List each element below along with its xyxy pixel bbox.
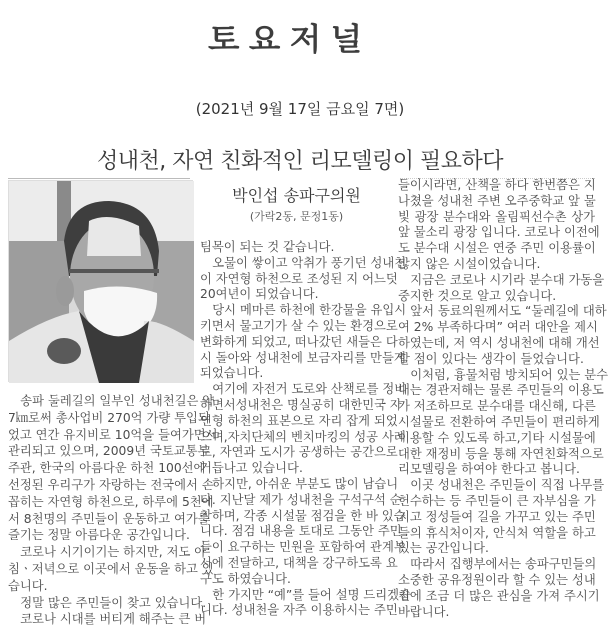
article-text-line: 다. 지난달 제가 성내천을 구석구석 순: [200, 492, 402, 507]
article-text-line: 들이 요구하는 민원을 포함하여 관계부: [200, 540, 406, 555]
article-text-line: 로, 자연과 도시가 공생하는 공간으로: [200, 445, 398, 460]
article-text-line: 코로나 시대를 버티게 해주는 큰 버: [20, 612, 207, 627]
article-text-line: 변화하게 되었고, 떠나갔던 새들은 다: [200, 334, 398, 349]
article-text-line: 되었습니다.: [200, 366, 264, 381]
author-photo: [8, 180, 193, 382]
article-text-line: 찰하며, 각종 시설물 점검을 한 바 있습: [200, 508, 406, 523]
article-text-line: 지고 정성들여 길을 가꾸고 있는 주민: [398, 509, 596, 524]
article-text-line: 가 저조하므로 분수대를 대신해, 다른: [398, 399, 596, 414]
article-text-line: 빛 광장 분수대와 올림픽선수촌 상가: [398, 209, 595, 224]
article-text-line: 리모델링을 하여야 한다고 봅니다.: [398, 462, 580, 477]
article-text-line: 앞서 동료의원께서도 “둘레길에 대하: [410, 304, 607, 319]
article-text-line: 20여년이 되었습니다.: [200, 287, 319, 302]
article-text-line: 대는 경관저해는 물론 주민들의 이용도: [398, 383, 604, 398]
article-text-line: 하지만, 아쉬운 부분도 많이 남습니: [212, 476, 399, 491]
article-text-line: 당시 메마른 하천에 한강물을 유입시: [212, 303, 407, 318]
article-text-line: 7㎞로써 총사업비 270억 가량 투입되: [8, 410, 210, 425]
article-text-line: 습니다.: [8, 578, 48, 593]
article-text-line: 정말 많은 주민들이 찾고 있습니다.: [20, 595, 207, 610]
article-text-line: 중지한 것으로 알고 있습니다.: [398, 288, 557, 303]
article-text-line: 구도 하였습니다.: [200, 571, 291, 586]
article-text-line: 거듭나고 있습니다.: [200, 461, 303, 476]
article-text-line: 나쳤을 성내천 주변 오주중학교 앞 물: [398, 193, 596, 208]
divider: [8, 178, 190, 179]
issue-date: (2021년 9월 17일 금요일 7면): [195, 100, 405, 118]
article-text-line: 연형 하천의 표본으로 자리 잡게 되었: [200, 413, 398, 428]
article-text-line: 소중한 공유정원이라 할 수 있는 성내: [398, 572, 596, 587]
article-text-line: 이 자연형 하천으로 조성된 지 어느덧: [200, 271, 398, 286]
article-text-line: 시 돌아와 성내천에 보금자리를 만들게: [200, 350, 406, 365]
article-text-line: 주관, 한국의 아름다운 하천 100선에: [8, 461, 206, 476]
article-text-line: 었고 연간 유지비로 10억을 들여가면서: [8, 427, 218, 442]
article-text-line: 많지 않은 시설이었습니다.: [398, 256, 541, 271]
article-text-line: 선정된 우리구가 자랑하는 전국에서 손: [8, 477, 214, 492]
article-text-line: 있는 공간입니다.: [398, 541, 489, 556]
article-text-line: 송파 둘레길의 일부인 성내천길은 약: [20, 394, 215, 408]
newspaper-logo: [208, 22, 408, 62]
article-text-line: 시설물로 전환하여 주민들이 편리하게: [398, 414, 600, 429]
article-text-line: 한 가지만 “예”를 들어 설명 드리겠습: [212, 587, 411, 602]
portrait-image: [9, 181, 194, 383]
article-text-line: 들이시라면, 산책을 하다 한번쯤은 지: [398, 178, 596, 192]
article-text-line: 이곳 성내천은 주민들이 직접 나무를: [410, 478, 605, 493]
article-text-line: 여기에 자전거 도로와 산책로를 정비: [212, 382, 407, 397]
article-text-line: 서 8천명의 주민들이 운동하고 여가를: [8, 511, 210, 526]
article-text-line: 헌수하는 등 주민들이 큰 자부심을 가: [398, 493, 596, 508]
article-text-line: 꼽히는 자연형 하천으로, 하루에 5천에: [8, 494, 214, 509]
article-text-line: 할 점이 있다는 생각이 들었습니다.: [398, 351, 584, 366]
article-text-line: 즐기는 정말 아름다운 공간입니다.: [8, 528, 190, 543]
article-text-line: 팀목이 되는 것 같습니다.: [200, 240, 335, 254]
article-text-line: 침ㆍ저녁으로 이곳에서 운동을 하고 있: [8, 561, 214, 576]
article-text-line: 으며,자치단체의 벤치마킹의 성공 사례: [200, 429, 406, 444]
author-name: 박인섭 송파구의원: [232, 186, 361, 205]
article-text-line: 이용할 수 있도록 하고,기타 시설물에: [398, 430, 596, 445]
article-text-line: 서에 전달하고, 대책을 강구하도록 요: [200, 555, 398, 570]
logo-text: 토요저널: [208, 22, 372, 58]
article-text-line: 따라서 집행부에서는 송파구민들의: [410, 557, 597, 572]
article-text-line: 바랍니다.: [398, 604, 450, 619]
article-text-line: 오물이 쌓이고 악취가 풍기던 성내천: [212, 255, 407, 270]
article-text-line: 들의 휴식처이자, 안식처 역할을 하고: [398, 525, 596, 540]
article-text-line: 이처럼, 흉물처럼 방치되어 있는 분수: [410, 367, 608, 382]
article-text-line: 천에 조금 더 많은 관심을 가져 주시기: [398, 588, 600, 603]
article-text-line: 지금은 코로나 시기라 분수대 가동을: [410, 272, 605, 287]
article-text-line: 앞 물소리 광장 입니다. 코로나 이전에: [398, 225, 600, 240]
article-text-line: 하였는데, 저 역시 성내천에 대해 개선: [398, 335, 600, 350]
article-column-right: [398, 178, 608, 620]
author-district: (가락2동, 문정1동): [249, 210, 344, 223]
article-text-line: 코로나 시기이기는 하지만, 저도 아: [20, 545, 207, 560]
article-text-line: 니다. 점검 내용을 토대로 그동안 주민: [200, 524, 402, 539]
article-text-line: 대한 재정비 등을 통해 자연친화적으로: [398, 446, 604, 461]
article-text-line: 니다. 성내천을 자주 이용하시는 주민: [200, 603, 398, 618]
article-column-left: [8, 393, 218, 628]
article-text-line: 키면서 물고기가 살 수 있는 환경으로: [200, 318, 398, 333]
article-text-line: 여 2% 부족하다며” 여러 대안을 제시: [398, 320, 598, 335]
article-text-line: 관리되고 있으며, 2009년 국토교통부: [8, 444, 210, 459]
article-text-line: 하면서성내천은 명실공히 대한민국 자: [200, 397, 402, 412]
article-column-middle: [200, 240, 411, 619]
article-text-line: 도 분수대 시설은 연중 주민 이용률이: [398, 241, 596, 256]
article-headline: 성내천, 자연 친화적인 리모델링이 필요하다: [96, 149, 503, 174]
